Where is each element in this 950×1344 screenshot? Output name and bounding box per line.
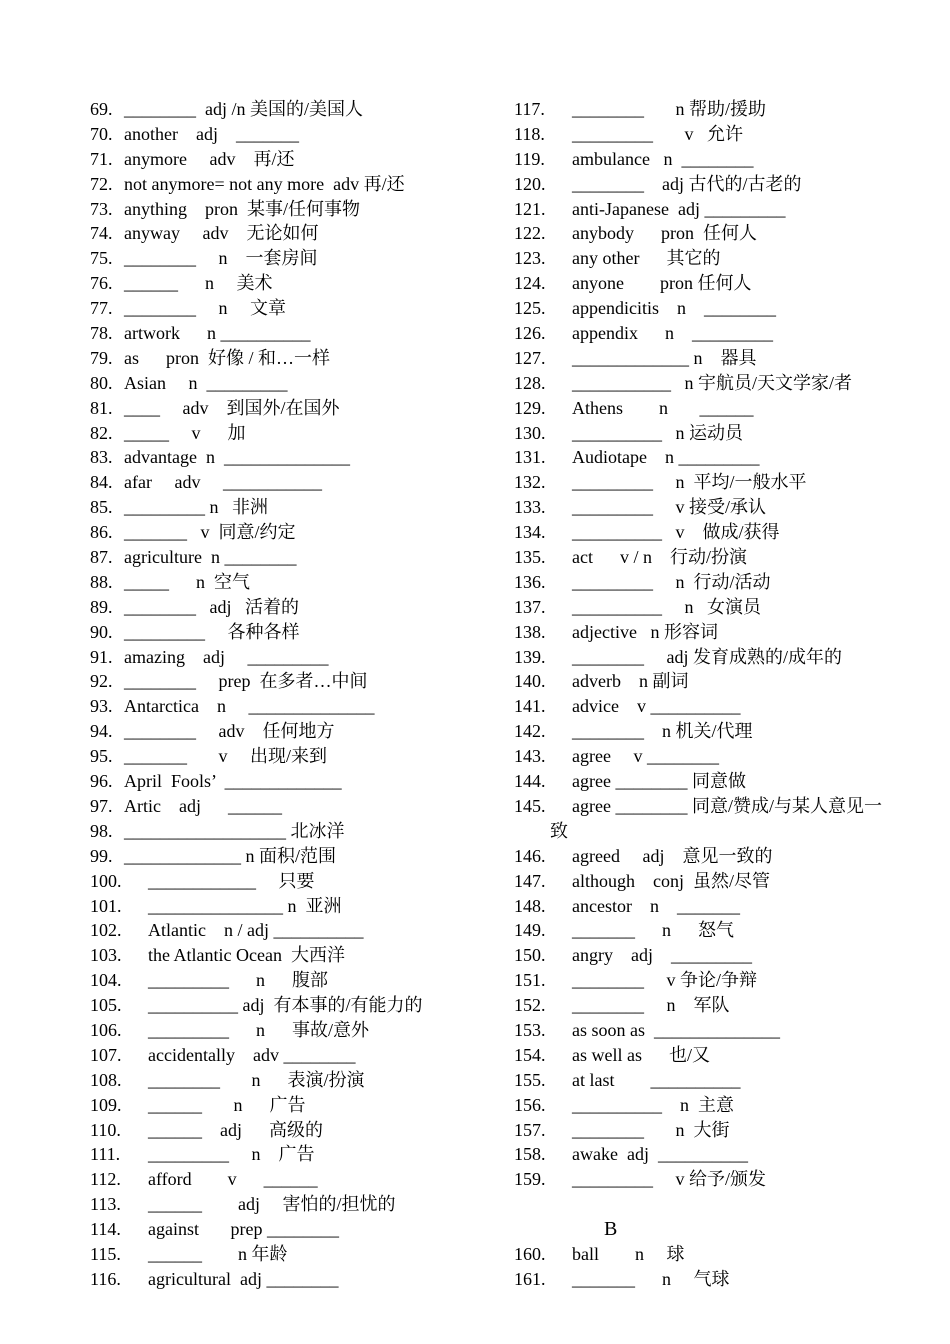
entry-text: Audiotape n _________ bbox=[572, 447, 760, 468]
entry-text: __________ v 做成/获得 bbox=[572, 522, 780, 543]
entry-number: 106. bbox=[90, 1019, 122, 1040]
entry-number: 148. bbox=[514, 895, 546, 916]
entry-text: April Fools’ _____________ bbox=[124, 771, 342, 792]
entry-number: 80. bbox=[90, 372, 113, 393]
entry-number: 146. bbox=[514, 845, 546, 866]
entry-number: 158. bbox=[514, 1144, 546, 1165]
section-heading-text: B bbox=[604, 1218, 618, 1241]
entry-number: 87. bbox=[90, 547, 113, 568]
entry-text: ______ adj 害怕的/担忧的 bbox=[148, 1194, 396, 1215]
entry-text: ________ prep 在多者…中间 bbox=[124, 671, 368, 692]
entry-text: _________ n 非洲 bbox=[124, 497, 268, 518]
vocab-entry bbox=[514, 495, 914, 520]
vocab-entry bbox=[514, 197, 914, 222]
vocab-entry bbox=[514, 221, 914, 246]
entry-number: 136. bbox=[514, 571, 546, 592]
entry-text: anyway adv 无论如何 bbox=[124, 223, 319, 244]
entry-text: ________ adj 发育成熟的/成年的 bbox=[572, 646, 842, 667]
entry-text: against prep ________ bbox=[148, 1219, 339, 1240]
entry-number: 86. bbox=[90, 522, 113, 543]
vocab-entry bbox=[90, 943, 510, 968]
entry-number: 130. bbox=[514, 422, 546, 443]
vocab-entry bbox=[514, 172, 914, 197]
entry-number: 115. bbox=[90, 1243, 121, 1264]
vocab-entry bbox=[90, 1118, 510, 1143]
entry-text: __________ n 女演员 bbox=[572, 596, 761, 617]
entry-text: agree v ________ bbox=[572, 746, 719, 767]
entry-number: 141. bbox=[514, 696, 546, 717]
entry-text: _________ n 事故/意外 bbox=[148, 1019, 370, 1040]
entry-text: ______ adj 高级的 bbox=[148, 1119, 323, 1140]
entry-number: 82. bbox=[90, 422, 113, 443]
entry-number: 131. bbox=[514, 447, 546, 468]
right-column bbox=[514, 97, 914, 1292]
entry-text: ambulance n ________ bbox=[572, 148, 754, 169]
entry-text: _____________ n 面积/范围 bbox=[124, 845, 337, 866]
entry-text: ______ n 年龄 bbox=[148, 1243, 288, 1264]
vocab-entry bbox=[90, 1043, 510, 1068]
entry-text: ________ adj /n 美国的/美国人 bbox=[124, 99, 363, 119]
entry-text: _______ n 怒气 bbox=[572, 920, 734, 941]
entry-text: __________ n 运动员 bbox=[572, 422, 743, 443]
vocab-entry bbox=[90, 844, 510, 869]
entry-text: not anymore= not any more adv 再/还 bbox=[124, 173, 405, 194]
entry-number: 122. bbox=[514, 223, 546, 244]
vocab-entry bbox=[514, 1118, 914, 1143]
entry-number: 124. bbox=[514, 273, 546, 294]
vocab-entry bbox=[514, 943, 914, 968]
entry-text: ________ n 一套房间 bbox=[124, 248, 318, 269]
entry-text: anymore adv 再/还 bbox=[124, 148, 295, 169]
entry-text: ________ adv 任何地方 bbox=[124, 721, 335, 742]
entry-text: __________ adj 有本事的/有能力的 bbox=[148, 995, 423, 1016]
entry-number: 75. bbox=[90, 248, 113, 269]
entry-text: _________ n 腹部 bbox=[148, 970, 328, 991]
entry-number: 99. bbox=[90, 845, 113, 866]
entry-number: 107. bbox=[90, 1044, 122, 1065]
entry-number: 88. bbox=[90, 571, 113, 592]
entry-text: agreed adj 意见一致的 bbox=[572, 845, 773, 866]
entry-text: Atlantic n / adj __________ bbox=[148, 920, 364, 941]
vocab-entry bbox=[90, 968, 510, 993]
entry-text: ________ v 争论/争辩 bbox=[572, 970, 758, 991]
entry-number: 117. bbox=[514, 99, 545, 119]
vocab-entry bbox=[90, 470, 510, 495]
vocab-entry bbox=[90, 495, 510, 520]
entry-text: adjective n 形容词 bbox=[572, 621, 718, 642]
entry-text: appendix n _________ bbox=[572, 323, 773, 344]
entry-number: 135. bbox=[514, 547, 546, 568]
entry-number: 142. bbox=[514, 721, 546, 742]
vocab-entry bbox=[514, 371, 914, 396]
vocab-entry bbox=[514, 1093, 914, 1118]
entry-text: _____ n 空气 bbox=[124, 571, 250, 592]
entry-number: 100. bbox=[90, 870, 122, 891]
entry-text: as well as 也/又 bbox=[572, 1044, 710, 1065]
entry-number: 98. bbox=[90, 820, 113, 841]
entry-text: ______ n 广告 bbox=[148, 1094, 306, 1115]
entry-number: 144. bbox=[514, 771, 546, 792]
entry-text: accidentally adv ________ bbox=[148, 1044, 356, 1065]
entry-number: 69. bbox=[90, 99, 113, 119]
vocab-entry bbox=[90, 819, 510, 844]
entry-number: 97. bbox=[90, 795, 113, 816]
vocab-entry bbox=[514, 570, 914, 595]
vocab-entry bbox=[514, 346, 914, 371]
entry-number: 132. bbox=[514, 472, 546, 493]
vocab-entry bbox=[514, 769, 914, 794]
vocab-entry bbox=[90, 445, 510, 470]
entry-number: 76. bbox=[90, 273, 113, 294]
entry-number: 129. bbox=[514, 397, 546, 418]
entry-text: ________ adj 活着的 bbox=[124, 596, 299, 617]
entry-text: _________ n 平均/一般水平 bbox=[572, 472, 807, 493]
vocab-entry bbox=[90, 993, 510, 1018]
entry-text: ________ adj 古代的/古老的 bbox=[572, 173, 802, 194]
vocab-entry bbox=[90, 371, 510, 396]
entry-number: 138. bbox=[514, 621, 546, 642]
entry-text: afar adv ___________ bbox=[124, 472, 322, 493]
vocab-entry bbox=[514, 968, 914, 993]
entry-text: _________ 各种各样 bbox=[124, 621, 300, 642]
entry-number: 92. bbox=[90, 671, 113, 692]
vocab-entry bbox=[90, 396, 510, 421]
vocab-entry bbox=[514, 918, 914, 943]
entry-text: the Atlantic Ocean 大西洋 bbox=[148, 945, 345, 966]
entry-text: ________ n 大街 bbox=[572, 1119, 730, 1140]
entry-text: _______ v 出现/来到 bbox=[124, 746, 328, 767]
entry-number: 93. bbox=[90, 696, 113, 717]
entry-number: 147. bbox=[514, 870, 546, 891]
entry-number: 79. bbox=[90, 347, 113, 368]
entry-number: 104. bbox=[90, 970, 122, 991]
entry-number: 160. bbox=[514, 1243, 546, 1264]
entry-number: 105. bbox=[90, 995, 122, 1016]
entry-text: ________ n 军队 bbox=[572, 995, 730, 1016]
entry-text: _______ v 同意/约定 bbox=[124, 522, 296, 543]
entry-text: ________ n 机关/代理 bbox=[572, 721, 753, 742]
vocab-entry bbox=[514, 97, 914, 122]
entry-text: afford v ______ bbox=[148, 1169, 318, 1190]
vocab-entry bbox=[514, 1167, 914, 1192]
entry-number: 152. bbox=[514, 995, 546, 1016]
entry-number: 95. bbox=[90, 746, 113, 767]
entry-number: 72. bbox=[90, 173, 113, 194]
vocab-entry bbox=[90, 719, 510, 744]
entry-number: 94. bbox=[90, 721, 113, 742]
vocab-entry bbox=[90, 1018, 510, 1043]
vocab-entry bbox=[514, 669, 914, 694]
entry-number: 102. bbox=[90, 920, 122, 941]
entry-text: advice v __________ bbox=[572, 696, 741, 717]
vocab-entry bbox=[514, 1018, 914, 1043]
entry-number: 114. bbox=[90, 1219, 121, 1240]
vocab-entry bbox=[514, 1043, 914, 1068]
entry-number: 91. bbox=[90, 646, 113, 667]
entry-text: another adj _______ bbox=[124, 123, 299, 144]
entry-number: 161. bbox=[514, 1268, 546, 1289]
vocab-entry bbox=[90, 1068, 510, 1093]
entry-text: agriculture n ________ bbox=[124, 547, 297, 568]
vocab-entry bbox=[514, 470, 914, 495]
entry-text: _________ n 行动/活动 bbox=[572, 571, 771, 592]
vocab-entry bbox=[514, 396, 914, 421]
entry-number: 71. bbox=[90, 148, 113, 169]
vocab-entry bbox=[90, 570, 510, 595]
entry-text: ball n 球 bbox=[572, 1243, 685, 1264]
entry-number: 111. bbox=[90, 1144, 121, 1165]
entry-text: _________ v 允许 bbox=[572, 123, 743, 144]
vocab-entry bbox=[90, 296, 510, 321]
vocab-entry bbox=[90, 520, 510, 545]
entry-text: __________ n 主意 bbox=[572, 1094, 734, 1115]
entry-number: 125. bbox=[514, 298, 546, 319]
left-column bbox=[90, 97, 510, 1292]
vocab-entry bbox=[514, 545, 914, 570]
vocab-entry bbox=[514, 147, 914, 172]
entry-number: 126. bbox=[514, 323, 546, 344]
vocab-entry bbox=[90, 221, 510, 246]
entry-text: advantage n ______________ bbox=[124, 447, 350, 468]
entry-text: angry adj _________ bbox=[572, 945, 752, 966]
entry-text: _______________ n 亚洲 bbox=[148, 895, 342, 916]
vocab-entry bbox=[90, 421, 510, 446]
entry-number: 108. bbox=[90, 1069, 122, 1090]
vocab-entry bbox=[90, 620, 510, 645]
entry-text: artwork n __________ bbox=[124, 323, 311, 344]
entry-text: Athens n ______ bbox=[572, 397, 754, 418]
vocab-entry bbox=[90, 669, 510, 694]
entry-text: appendicitis n ________ bbox=[572, 298, 776, 319]
entry-text: as soon as ______________ bbox=[572, 1019, 780, 1040]
entry-text: act v / n 行动/扮演 bbox=[572, 547, 747, 568]
section-heading bbox=[514, 1217, 914, 1242]
vocab-entry bbox=[514, 844, 914, 869]
vocab-entry bbox=[514, 869, 914, 894]
entry-number: 103. bbox=[90, 945, 122, 966]
vocab-entry bbox=[514, 620, 914, 645]
vocab-entry bbox=[514, 421, 914, 446]
vocab-entry bbox=[90, 1167, 510, 1192]
vocab-entry bbox=[514, 122, 914, 147]
entry-number: 109. bbox=[90, 1094, 122, 1115]
entry-text: _____ v 加 bbox=[124, 422, 246, 443]
entry-text: Artic adj ______ bbox=[124, 795, 282, 816]
entry-number: 90. bbox=[90, 621, 113, 642]
vocab-entry bbox=[90, 869, 510, 894]
entry-number: 121. bbox=[514, 198, 546, 219]
vocab-entry bbox=[90, 246, 510, 271]
vocab-entry bbox=[90, 769, 510, 794]
entry-number: 77. bbox=[90, 298, 113, 319]
entry-number: 133. bbox=[514, 497, 546, 518]
entry-text: Antarctica n ______________ bbox=[124, 696, 375, 717]
entry-number: 137. bbox=[514, 596, 546, 617]
entry-text: adverb n 副词 bbox=[572, 671, 689, 692]
entry-number: 120. bbox=[514, 173, 546, 194]
entry-text: 致 bbox=[550, 820, 568, 841]
vocab-entry bbox=[90, 545, 510, 570]
entry-text: __________________ 北冰洋 bbox=[124, 820, 345, 841]
vocab-entry bbox=[514, 445, 914, 470]
entry-number: 85. bbox=[90, 497, 113, 518]
entry-number: 83. bbox=[90, 447, 113, 468]
entry-text: awake adj __________ bbox=[572, 1144, 748, 1165]
entry-number: 110. bbox=[90, 1119, 121, 1140]
vocab-entry bbox=[90, 1192, 510, 1217]
entry-number: 73. bbox=[90, 198, 113, 219]
vocab-entry bbox=[90, 595, 510, 620]
entry-number: 119. bbox=[514, 148, 545, 169]
entry-number: 150. bbox=[514, 945, 546, 966]
entry-number: 149. bbox=[514, 920, 546, 941]
entry-number: 101. bbox=[90, 895, 122, 916]
vocab-entry bbox=[514, 744, 914, 769]
entry-number: 113. bbox=[90, 1194, 121, 1215]
entry-text: ____ adv 到国外/在国外 bbox=[124, 397, 340, 418]
entry-text: _________ v 给予/颁发 bbox=[572, 1169, 767, 1190]
vocab-entry bbox=[90, 794, 510, 819]
entry-number: 134. bbox=[514, 522, 546, 543]
vocab-entry bbox=[514, 1068, 914, 1093]
entry-number: 81. bbox=[90, 397, 113, 418]
entry-text: although conj 虽然/尽管 bbox=[572, 870, 770, 891]
vocab-entry bbox=[514, 794, 914, 819]
entry-text: agree ________ 同意做 bbox=[572, 771, 746, 792]
vocab-entry bbox=[514, 694, 914, 719]
entry-number: 96. bbox=[90, 771, 113, 792]
vocab-entry bbox=[90, 645, 510, 670]
entry-text: _________ v 接受/承认 bbox=[572, 497, 767, 518]
vocab-entry bbox=[90, 1267, 510, 1292]
entry-number: 116. bbox=[90, 1268, 121, 1289]
vocab-entry bbox=[514, 296, 914, 321]
entry-text: at last __________ bbox=[572, 1069, 741, 1090]
vocab-entry bbox=[90, 1093, 510, 1118]
entry-number: 145. bbox=[514, 795, 546, 816]
vocab-entry bbox=[514, 1142, 914, 1167]
entry-text: any other 其它的 bbox=[572, 248, 721, 269]
entry-text: agricultural adj ________ bbox=[148, 1268, 339, 1289]
entry-number: 159. bbox=[514, 1169, 546, 1190]
entry-text: anyone pron 任何人 bbox=[572, 273, 752, 294]
entry-text: _________ n 广告 bbox=[148, 1144, 315, 1165]
vocab-entry bbox=[514, 894, 914, 919]
vocab-entry bbox=[514, 246, 914, 271]
vocab-entry bbox=[90, 172, 510, 197]
entry-number: 123. bbox=[514, 248, 546, 269]
entry-number: 84. bbox=[90, 472, 113, 493]
entry-text: ____________ 只要 bbox=[148, 870, 315, 891]
entry-text: _____________ n 器具 bbox=[572, 347, 757, 368]
entry-text: as pron 好像 / 和…一样 bbox=[124, 347, 330, 368]
entry-text: amazing adj _________ bbox=[124, 646, 329, 667]
vocab-entry bbox=[90, 1142, 510, 1167]
entry-text: anybody pron 任何人 bbox=[572, 223, 757, 244]
vocab-entry bbox=[514, 520, 914, 545]
entry-text: anything pron 某事/任何事物 bbox=[124, 198, 360, 219]
entry-number: 89. bbox=[90, 596, 113, 617]
vocab-entry bbox=[90, 271, 510, 296]
entry-number: 70. bbox=[90, 123, 113, 144]
entry-text: ancestor n _______ bbox=[572, 895, 740, 916]
vocab-entry bbox=[514, 1267, 914, 1292]
vocab-entry bbox=[514, 1242, 914, 1267]
vocab-entry bbox=[90, 346, 510, 371]
vocab-entry bbox=[514, 321, 914, 346]
vocab-entry bbox=[90, 321, 510, 346]
entry-text: agree ________ 同意/赞成/与某人意见一 bbox=[572, 795, 882, 816]
vocab-entry bbox=[514, 271, 914, 296]
vocab-entry-continuation bbox=[514, 819, 914, 844]
entry-number: 143. bbox=[514, 746, 546, 767]
entry-number: 78. bbox=[90, 323, 113, 344]
vocab-entry bbox=[90, 694, 510, 719]
vocab-entry bbox=[514, 993, 914, 1018]
entry-text: ________ n 文章 bbox=[124, 298, 286, 319]
entry-number: 128. bbox=[514, 372, 546, 393]
vocab-entry bbox=[90, 197, 510, 222]
entry-number: 155. bbox=[514, 1069, 546, 1090]
vocab-entry bbox=[90, 894, 510, 919]
entry-text: ________ n 帮助/援助 bbox=[572, 99, 767, 119]
entry-text: Asian n _________ bbox=[124, 372, 288, 393]
vocab-entry bbox=[90, 122, 510, 147]
entry-text: ______ n 美术 bbox=[124, 273, 273, 294]
entry-number: 140. bbox=[514, 671, 546, 692]
vocab-entry bbox=[90, 1242, 510, 1267]
entry-number: 156. bbox=[514, 1094, 546, 1115]
vocab-entry bbox=[90, 744, 510, 769]
entry-number: 151. bbox=[514, 970, 546, 991]
vocab-entry bbox=[90, 1217, 510, 1242]
vocab-entry bbox=[514, 645, 914, 670]
entry-text: anti-Japanese adj _________ bbox=[572, 198, 786, 219]
vocab-entry bbox=[514, 719, 914, 744]
vocab-entry bbox=[90, 97, 510, 122]
entry-number: 127. bbox=[514, 347, 546, 368]
entry-number: 74. bbox=[90, 223, 113, 244]
entry-number: 139. bbox=[514, 646, 546, 667]
vocab-entry bbox=[90, 918, 510, 943]
entry-text: ________ n 表演/扮演 bbox=[148, 1069, 365, 1090]
entry-text: ___________ n 宇航员/天文学家/者 bbox=[572, 372, 853, 393]
entry-text: _______ n 气球 bbox=[572, 1268, 730, 1289]
entry-number: 154. bbox=[514, 1044, 546, 1065]
vocab-entry bbox=[90, 147, 510, 172]
entry-number: 153. bbox=[514, 1019, 546, 1040]
vocab-entry bbox=[514, 595, 914, 620]
entry-number: 157. bbox=[514, 1119, 546, 1140]
entry-number: 112. bbox=[90, 1169, 121, 1190]
entry-number: 118. bbox=[514, 123, 545, 144]
blank-line bbox=[514, 1192, 914, 1217]
